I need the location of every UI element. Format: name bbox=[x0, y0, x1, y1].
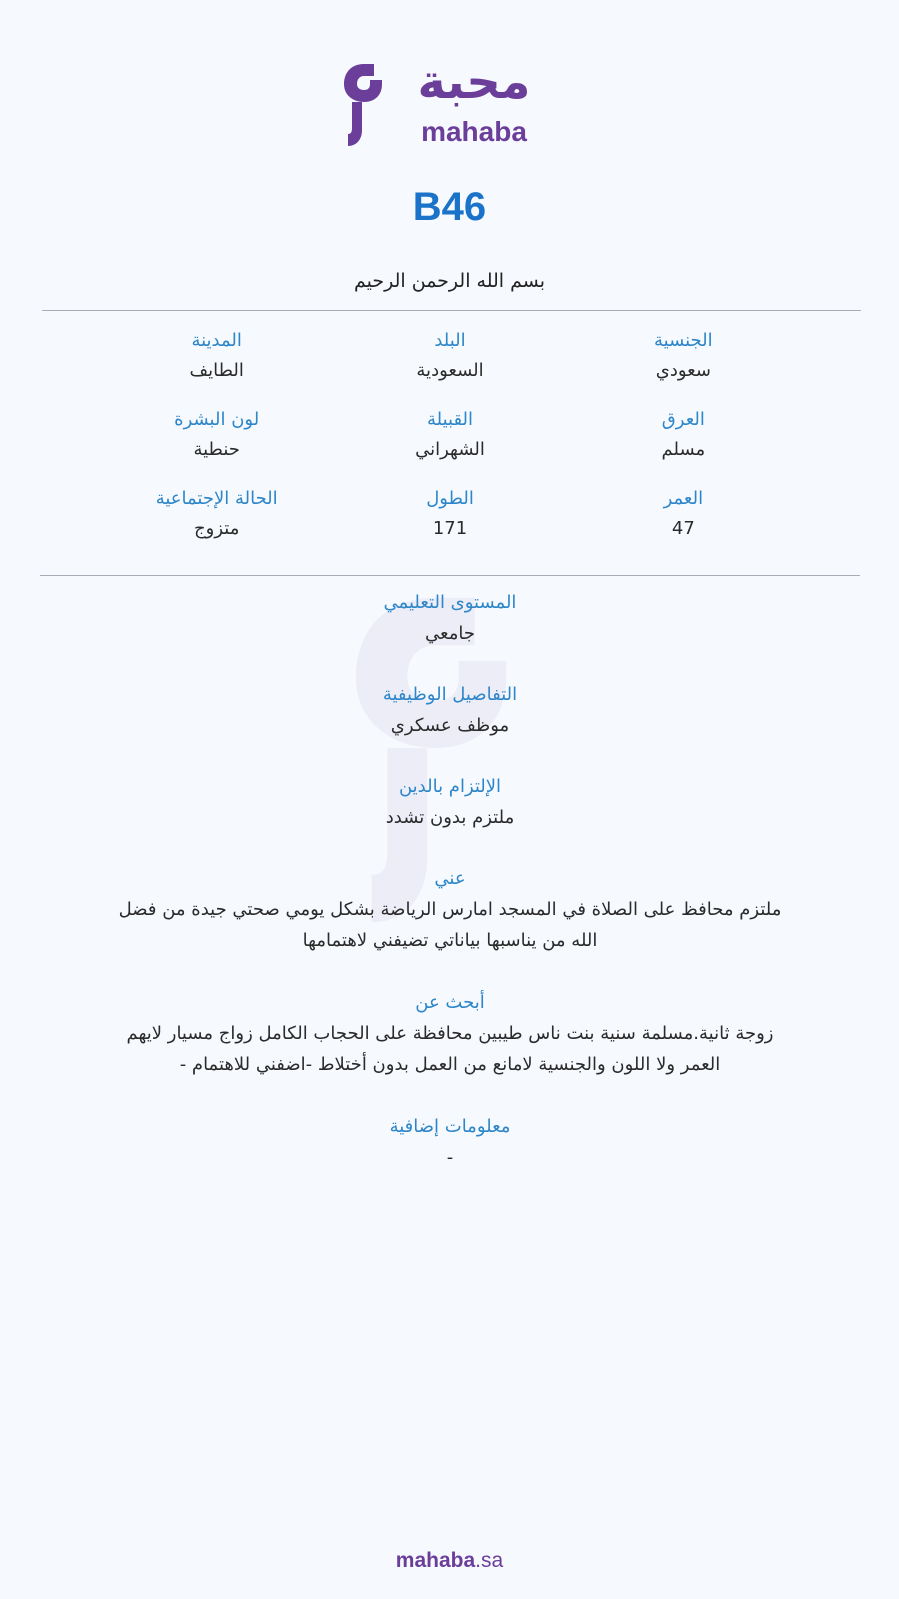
details-grid bbox=[100, 326, 800, 563]
detail-value: 47 bbox=[671, 518, 695, 539]
section-value: جامعي bbox=[425, 623, 475, 644]
detail-label: العرق bbox=[661, 409, 705, 430]
brand-logo bbox=[340, 56, 570, 151]
detail-label: المدينة bbox=[191, 330, 242, 351]
detail-label: الطول bbox=[426, 488, 474, 509]
divider-top bbox=[42, 310, 861, 311]
section-label: أبحث عن bbox=[415, 992, 485, 1013]
section-education bbox=[40, 588, 860, 649]
section-religion bbox=[40, 772, 860, 833]
looking-for-text-line-2: العمر ولا اللون والجنسية لامانع من العمل بدون أختلاط -اضفني للاهتمام - bbox=[179, 1054, 721, 1075]
section-value: ملتزم بدون تشدد bbox=[385, 807, 515, 828]
detail-value: مسلم bbox=[661, 439, 706, 460]
profile-code: B46 bbox=[412, 185, 487, 229]
footer-website[interactable] bbox=[0, 1546, 899, 1576]
section-about bbox=[40, 864, 860, 956]
about-text-line-2: الله من يناسبها بياناتي تضيفني لاهتمامها bbox=[302, 930, 598, 951]
detail-label: الحالة الإجتماعية bbox=[155, 488, 278, 509]
detail-label: البلد bbox=[434, 330, 466, 351]
detail-label: لون البشرة bbox=[174, 409, 260, 430]
detail-value: الطايف bbox=[189, 360, 244, 381]
section-job bbox=[40, 680, 860, 741]
detail-value: الشهراني bbox=[415, 439, 485, 460]
detail-nationality bbox=[567, 326, 800, 405]
detail-value: متزوج bbox=[194, 518, 240, 539]
divider-middle bbox=[40, 575, 860, 576]
looking-for-text-line-1: زوجة ثانية.مسلمة سنية بنت ناس طيبين محافظة على الحجاب الكامل زواج مسيار لايهم bbox=[126, 1023, 774, 1044]
section-label: الإلتزام بالدين bbox=[398, 776, 502, 797]
detail-value: 171 bbox=[432, 518, 468, 539]
detail-value: السعودية bbox=[416, 360, 484, 381]
detail-label: القبيلة bbox=[426, 409, 474, 430]
footer-brand: mahaba bbox=[395, 1549, 476, 1572]
detail-marital-status bbox=[100, 484, 333, 563]
detail-value: سعودي bbox=[655, 360, 711, 381]
section-label: معلومات إضافية bbox=[389, 1116, 511, 1137]
detail-label: العمر bbox=[663, 488, 704, 509]
about-text-line-1: ملتزم محافظ على الصلاة في المسجد امارس الرياضة بشكل يومي صحتي جيدة من فضل bbox=[118, 899, 782, 920]
detail-city bbox=[100, 326, 333, 405]
section-value: - bbox=[446, 1147, 454, 1168]
section-label: التفاصيل الوظيفية bbox=[382, 684, 518, 705]
mahaba-logo-mark-icon bbox=[340, 60, 388, 150]
brand-name-arabic: محبة bbox=[417, 54, 531, 110]
detail-tribe bbox=[333, 405, 566, 484]
detail-country bbox=[333, 326, 566, 405]
section-value: موظف عسكري bbox=[390, 715, 510, 736]
section-looking-for bbox=[40, 988, 860, 1080]
detail-value: حنطية bbox=[193, 439, 240, 460]
detail-age bbox=[567, 484, 800, 563]
footer-tld: .sa bbox=[475, 1549, 504, 1572]
brand-name-latin: mahaba bbox=[421, 116, 527, 147]
basmala: بسم الله الرحمن الرحيم bbox=[354, 270, 545, 292]
detail-skin-color bbox=[100, 405, 333, 484]
section-label: المستوى التعليمي bbox=[383, 592, 517, 613]
detail-height bbox=[333, 484, 566, 563]
section-extra-info bbox=[40, 1112, 860, 1173]
section-label: عني bbox=[434, 868, 466, 889]
detail-label: الجنسية bbox=[653, 330, 713, 351]
detail-ethnicity bbox=[567, 405, 800, 484]
